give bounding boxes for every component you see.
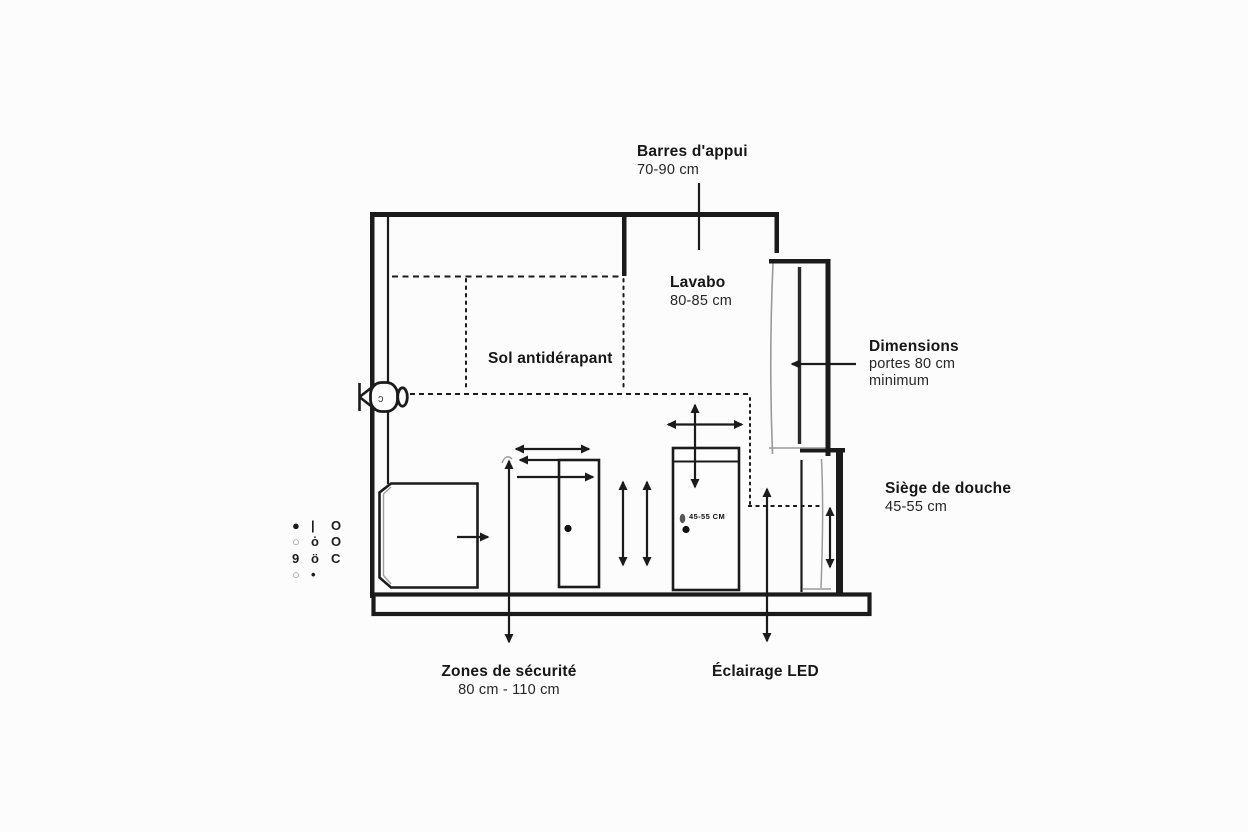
- niche-sketch-edge: [821, 459, 823, 588]
- right-wall: [836, 450, 843, 594]
- barres-title: Barres d'appui: [637, 143, 748, 160]
- legend-glyph: [331, 567, 352, 584]
- door-right-edge: [826, 259, 831, 456]
- seat-dot: [682, 526, 689, 533]
- symbol-legend: [292, 517, 354, 583]
- label-sol-antiderapant: Sol antidérapant: [488, 350, 613, 367]
- barres-value: 70-90 cm: [637, 162, 700, 178]
- cabinet-left: [559, 460, 599, 587]
- label-eclairage-led: Éclairage LED: [712, 663, 819, 680]
- shower-tray: [380, 484, 478, 588]
- legend-glyph: ○: [292, 567, 300, 583]
- seat-oval-icon: [680, 514, 686, 523]
- label-lavabo: [670, 274, 732, 310]
- legend-glyph: ö: [311, 550, 319, 566]
- toilet-icon: [360, 383, 408, 412]
- shower-niche: [802, 459, 832, 592]
- siege-title: Siège de douche: [885, 480, 1012, 497]
- legend-glyph: •: [311, 567, 316, 583]
- door: [769, 259, 831, 456]
- svg-text:ɔ: ɔ: [378, 393, 384, 405]
- sketch-squiggle: [502, 457, 512, 463]
- door-sketch-left-edge: [771, 263, 773, 454]
- cabinet-left-dot: [564, 525, 571, 532]
- siege-value: 45-55 cm: [885, 499, 948, 515]
- dimensions-title: Dimensions: [869, 338, 959, 355]
- zones-value: 80 cm - 110 cm: [458, 682, 560, 698]
- floor-slab: [374, 595, 870, 615]
- legend-glyph: ●: [292, 517, 300, 533]
- dashed-zone-lines: [392, 277, 823, 507]
- dimensions-line2: portes 80 cm: [869, 355, 956, 372]
- lavabo-value: 80-85 cm: [670, 293, 733, 309]
- legend-glyph: 9: [292, 550, 300, 566]
- label-zones-securite: [428, 663, 590, 699]
- legend-glyph: C: [331, 550, 341, 566]
- seat-dimension-note: 45-55 CM: [689, 512, 726, 521]
- dimensions-line3: minimum: [869, 373, 930, 389]
- legend-glyph: O: [331, 534, 342, 550]
- lavabo-title: Lavabo: [670, 274, 726, 291]
- legend-glyph: |: [311, 517, 315, 533]
- legend-glyph: ○: [292, 534, 300, 550]
- door-top-edge: [769, 259, 830, 264]
- legend-glyph: ȯ: [311, 534, 319, 550]
- legend-glyph: O: [331, 517, 342, 533]
- label-siege-de-douche: [885, 480, 1011, 516]
- top-wall: [370, 212, 779, 253]
- label-barres-dappui: [637, 143, 748, 179]
- partition-wall: [622, 217, 627, 276]
- label-dimensions-portes: [869, 338, 959, 391]
- zones-title: Zones de sécurité: [441, 663, 577, 680]
